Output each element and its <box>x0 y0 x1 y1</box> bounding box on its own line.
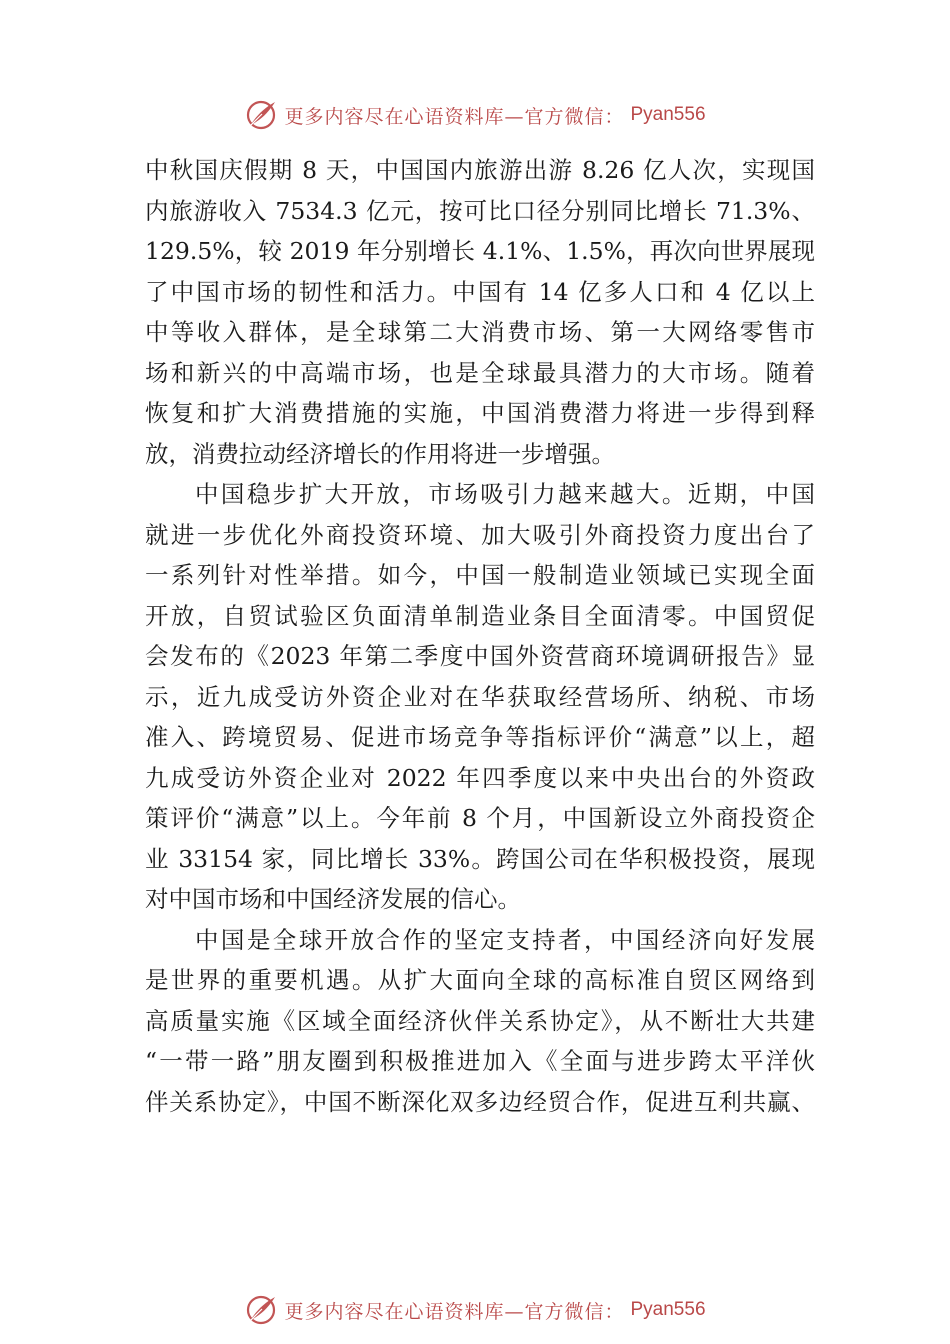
watermark-text: 更多内容尽在心语资料库—官方微信： <box>284 1300 625 1323</box>
paragraph-line: 会发布的《2023 年第二季度中国外资营商环境调研报告》显 <box>145 642 815 670</box>
header-watermark <box>0 95 950 135</box>
paragraph-line: 开放，自贸试验区负面清单制造业条目全面清零。中国贸促 <box>145 601 815 630</box>
paragraph-line: 是世界的重要机遇。从扩大面向全球的高标准自贸区网络到 <box>145 966 815 994</box>
paragraph-line: 一系列针对性举措。如今，中国一般制造业领域已实现全面 <box>145 561 815 589</box>
paragraph-line: 恢复和扩大消费措施的实施，中国消费潜力将进一步得到释 <box>145 399 815 427</box>
paragraph-line: 中等收入群体，是全球第二大消费市场、第一大网络零售市 <box>145 318 815 346</box>
paragraph-line: 准入、跨境贸易、促进市场竞争等指标评价“满意”以上，超 <box>145 723 815 751</box>
quill-logo-icon <box>244 98 278 132</box>
footer-watermark <box>0 1290 950 1330</box>
paragraph-line: 中秋国庆假期 8 天，中国国内旅游出游 8.26 亿人次，实现国 <box>145 156 815 184</box>
watermark-text: 更多内容尽在心语资料库—官方微信： <box>284 105 625 128</box>
paragraph-line: 九成受访外资企业对 2022 年四季度以来中央出台的外资政 <box>145 763 815 792</box>
paragraph-line: 了中国市场的韧性和活力。中国有 14 亿多人口和 4 亿以上 <box>145 277 815 306</box>
paragraph <box>145 474 815 920</box>
paragraph-line: 高质量实施《区域全面经济伙伴关系协定》，从不断壮大共建 <box>145 1006 815 1035</box>
article-body <box>145 150 815 1122</box>
paragraph-line: 就进一步优化外商投资环境、加大吸引外商投资力度出台了 <box>145 520 815 549</box>
paragraph-line: 129.5%，较 2019 年分别增长 4.1%、1.5%，再次向世界展现 <box>145 237 815 265</box>
paragraph <box>145 150 815 474</box>
paragraph <box>145 920 815 1123</box>
watermark-wechat-id: Pyan556 <box>630 104 706 125</box>
paragraph-line: 示，近九成受访外资企业对在华获取经营场所、纳税、市场 <box>145 682 815 711</box>
paragraph-line: 中国稳步扩大开放，市场吸引力越来越大。近期，中国 <box>195 480 815 508</box>
paragraph-line: 场和新兴的中高端市场，也是全球最具潜力的大市场。随着 <box>145 358 815 387</box>
watermark-wechat-id: Pyan556 <box>630 1299 706 1320</box>
paragraph-line: 中国是全球开放合作的坚定支持者，中国经济向好发展 <box>195 925 815 954</box>
quill-logo-icon <box>244 1293 278 1327</box>
paragraph-line: 策评价“满意”以上。今年前 8 个月，中国新设立外商投资企 <box>145 804 815 832</box>
paragraph-line: 业 33154 家，同比增长 33%。跨国公司在华积极投资，展现 <box>145 844 815 873</box>
paragraph-line: “一带一路”朋友圈到积极推进加入《全面与进步跨太平洋伙 <box>145 1047 815 1075</box>
paragraph-line: 对中国市场和中国经济发展的信心。 <box>145 885 521 913</box>
paragraph-line: 放，消费拉动经济增长的作用将进一步增强。 <box>145 439 615 468</box>
paragraph-line: 伴关系协定》，中国不断深化双多边经贸合作，促进互利共赢、 <box>145 1087 815 1116</box>
paragraph-line: 内旅游收入 7534.3 亿元，按可比口径分别同比增长 71.3%、 <box>145 196 815 225</box>
